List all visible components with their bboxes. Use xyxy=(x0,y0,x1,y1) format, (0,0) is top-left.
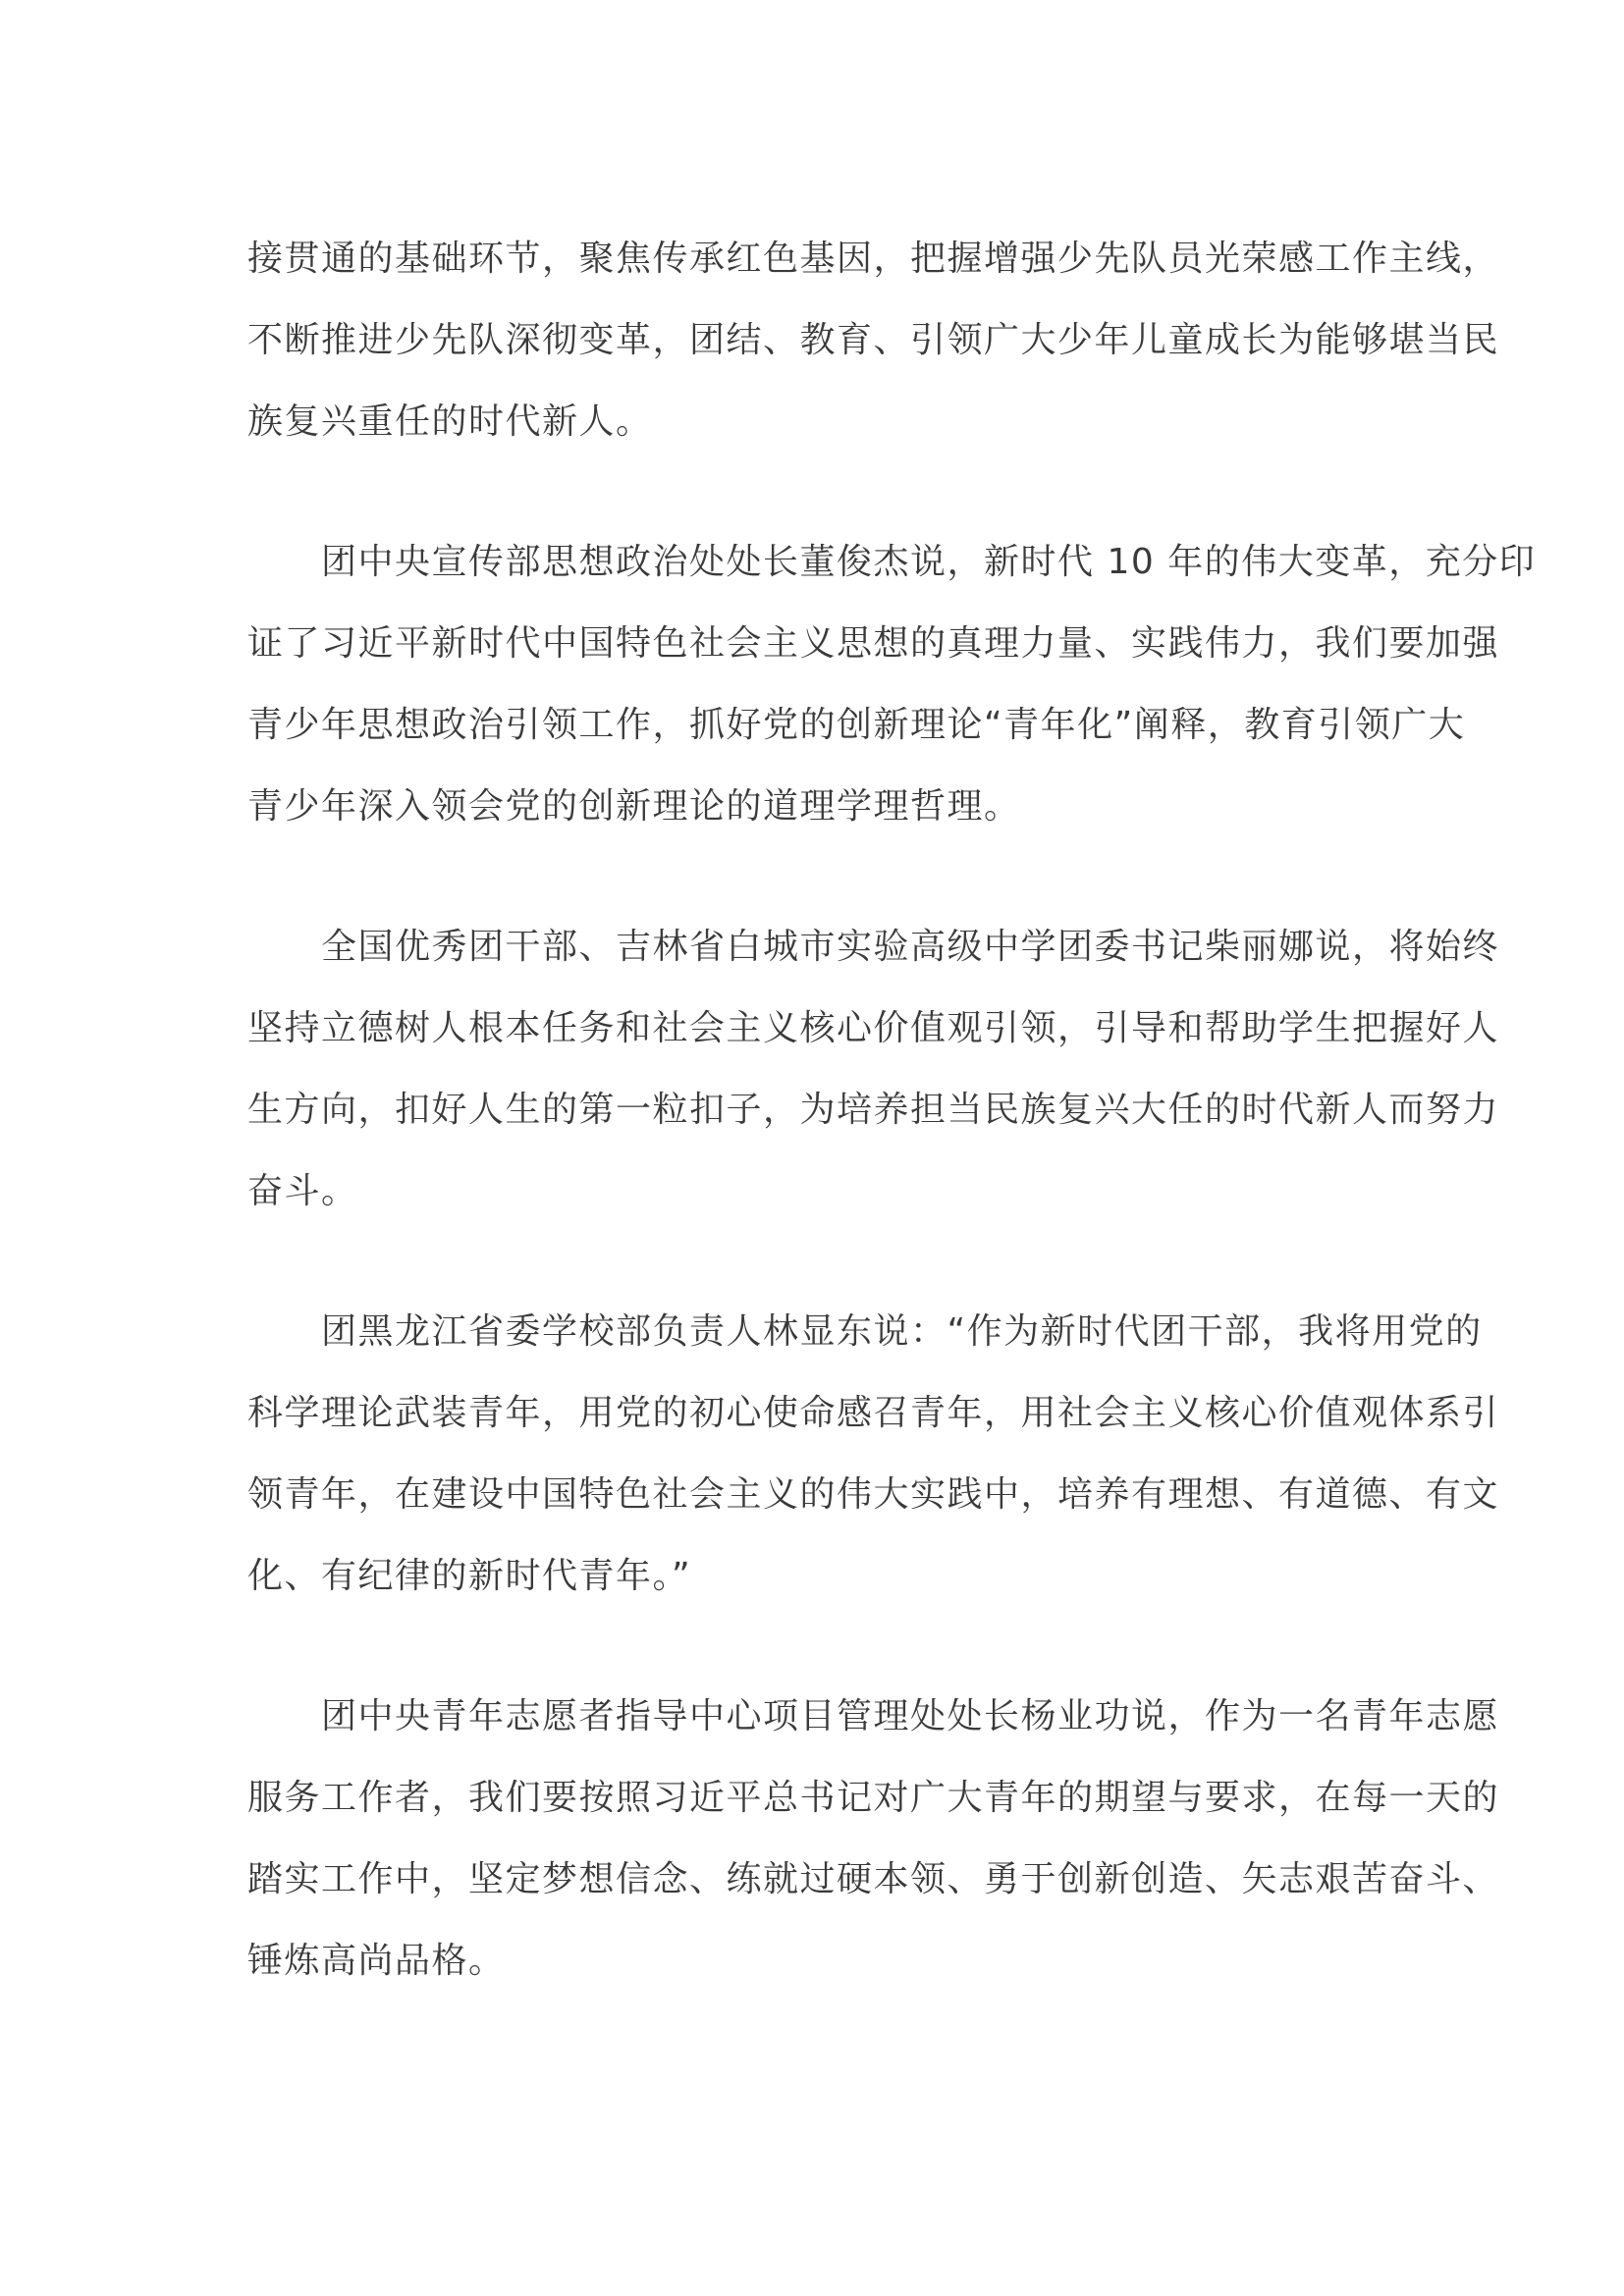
text-line: 不断推进少先队深彻变革，团结、教育、引领广大少年儿童成长为能够堪当民 xyxy=(247,320,1500,360)
text-line: 青少年思想政治引领工作，抓好党的创新理论“青年化”阐释，教育引领广大 xyxy=(247,705,1466,745)
text-line: 踏实工作中，坚定梦想信念、练就过硬本领、勇于创新创造、矢志艰苦奋斗、 xyxy=(247,1859,1500,1899)
paragraph-5 xyxy=(247,1676,1500,2002)
text-line: 锤炼高尚品格。 xyxy=(247,1941,506,1981)
text-line: 生方向，扣好人生的第一粒扣子，为培养担当民族复兴大任的时代新人而努力 xyxy=(247,1090,1500,1130)
text-line: 族复兴重任的时代新人。 xyxy=(247,401,653,442)
text-line: 服务工作者，我们要按照习近平总书记对广大青年的期望与要求，在每一天的 xyxy=(247,1778,1500,1818)
paragraph-2 xyxy=(247,521,1537,847)
text-line: 青少年深入领会党的创新理论的道理学理哲理。 xyxy=(247,786,1021,827)
text-line: 团黑龙江省委学校部负责人林显东说：“作为新时代团干部，我将用党的 xyxy=(247,1311,1483,1352)
text-line: 科学理论武装青年，用党的初心使命感召青年，用社会主义核心价值观体系引 xyxy=(247,1393,1500,1433)
text-line: 证了习近平新时代中国特色社会主义思想的真理力量、实践伟力，我们要加强 xyxy=(247,623,1500,664)
paragraph-3 xyxy=(247,906,1500,1232)
text-line: 化、有纪律的新时代青年。” xyxy=(247,1556,692,1596)
text-line: 全国优秀团干部、吉林省白城市实验高级中学团委书记柴丽娜说，将始终 xyxy=(247,927,1500,967)
document-body xyxy=(247,218,1537,2002)
paragraph-4 xyxy=(247,1291,1500,1617)
text-line: 坚持立德树人根本任务和社会主义核心价值观引领，引导和帮助学生把握好人 xyxy=(247,1008,1500,1048)
text-line: 领青年，在建设中国特色社会主义的伟大实践中，培养有理想、有道德、有文 xyxy=(247,1474,1500,1515)
text-line: 奋斗。 xyxy=(247,1171,358,1211)
text-line: 团中央青年志愿者指导中心项目管理处处长杨业功说，作为一名青年志愿 xyxy=(247,1696,1500,1736)
paragraph-1 xyxy=(247,218,1500,462)
text-line: 接贯通的基础环节，聚焦传承红色基因，把握增强少先队员光荣感工作主线， xyxy=(247,239,1500,279)
text-line: 团中央宣传部思想政治处处长董俊杰说，新时代 10 年的伟大变革，充分印 xyxy=(247,542,1537,582)
